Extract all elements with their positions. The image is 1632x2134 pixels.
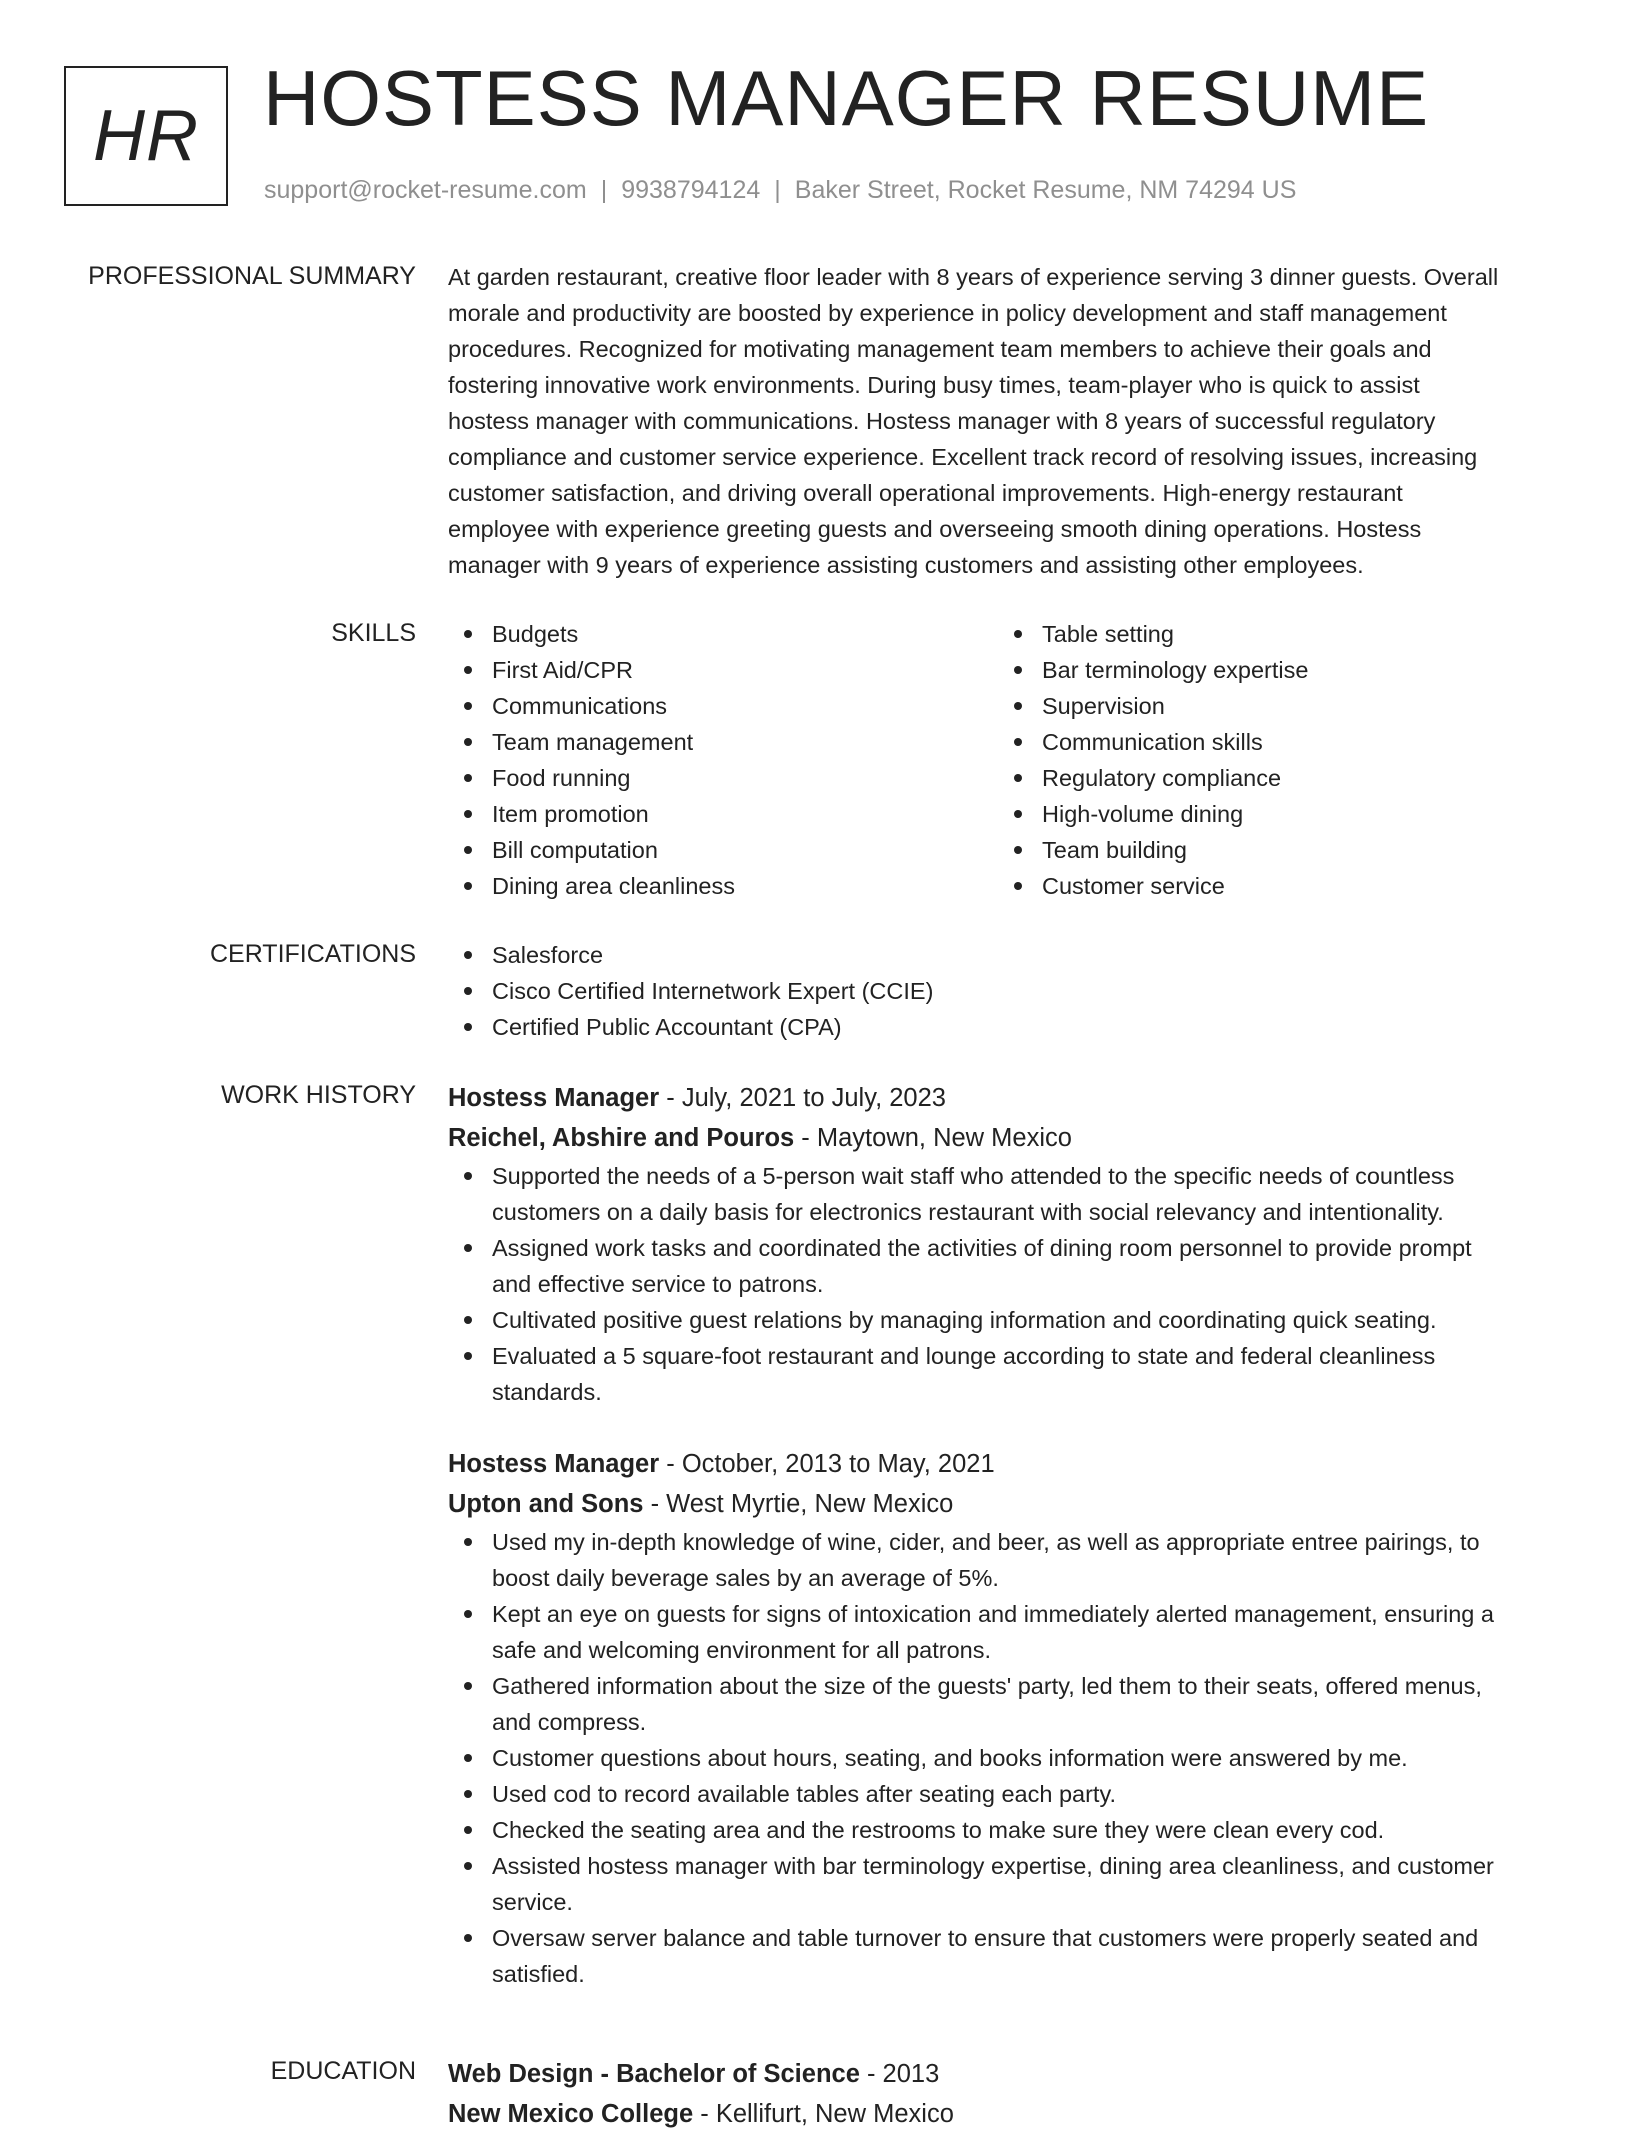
summary-body — [448, 259, 1560, 583]
education-location: - Kellifurt, New Mexico — [693, 2100, 954, 2128]
summary-text — [448, 259, 1560, 583]
job-bullet: Gathered information about the size of the guests' party, led them to their seats, offered menus, and compress. — [448, 1668, 1560, 1740]
education-school: New Mexico College — [448, 2100, 694, 2128]
work-history-body — [448, 1078, 1560, 1992]
bullet-icon — [464, 951, 472, 959]
skill-item: Table setting — [998, 616, 1548, 652]
bullet-icon — [464, 987, 472, 995]
bullet-icon — [464, 1754, 472, 1762]
skill-item: Communications — [448, 688, 998, 724]
job-dates: - October, 2013 to May, 2021 — [659, 1450, 995, 1478]
job-bullet: Checked the seating area and the restrooms to make sure they were clean every cod. — [448, 1812, 1560, 1848]
bullet-icon — [464, 1352, 472, 1360]
job-bullet: Kept an eye on guests for signs of intoxication and immediately alerted management, ensuring a safe and welcoming environment for all patrons. — [448, 1596, 1560, 1668]
job-bullet: Oversaw server balance and table turnover to ensure that customers were properly seated and satisfied. — [448, 1920, 1560, 1992]
bullet-icon — [1014, 702, 1022, 710]
summary-line: morale and productivity are boosted by experience in policy development and staff management — [448, 300, 1447, 326]
job-bullet: Customer questions about hours, seating, and books information were answered by me. — [448, 1740, 1560, 1776]
job-entry — [448, 1078, 1560, 1410]
bullet-icon — [1014, 666, 1022, 674]
skill-item: Team building — [998, 832, 1548, 868]
bullet-icon — [464, 1934, 472, 1942]
certifications-list — [448, 937, 1560, 1045]
job-location: - Maytown, New Mexico — [794, 1124, 1072, 1152]
skill-item: Team management — [448, 724, 998, 760]
section-label-work-history: WORK HISTORY — [221, 1081, 416, 1109]
job-company: Upton and Sons — [448, 1490, 644, 1518]
monogram-logo: HR — [64, 66, 228, 206]
job-bullet: Evaluated a 5 square-foot restaurant and lounge according to state and federal cleanliness standards. — [448, 1338, 1560, 1410]
contact-separator: | — [600, 176, 608, 204]
skill-item: Budgets — [448, 616, 998, 652]
job-title: Hostess Manager — [448, 1450, 660, 1478]
bullet-icon — [464, 1244, 472, 1252]
summary-line: customer satisfaction, and driving overall operational improvements. High-energy restaurant — [448, 480, 1403, 506]
bullet-icon — [464, 774, 472, 782]
job-company: Reichel, Abshire and Pouros — [448, 1124, 795, 1152]
bullet-icon — [1014, 846, 1022, 854]
bullet-icon — [464, 882, 472, 890]
education-school-line — [448, 2094, 1560, 2134]
section-label-summary: PROFESSIONAL SUMMARY — [88, 262, 416, 290]
skill-item: High-volume dining — [998, 796, 1548, 832]
skills-list-right — [998, 616, 1548, 904]
summary-line: employee with experience greeting guests and overseeing smooth dining operations. Hostess — [448, 516, 1422, 542]
bullet-icon — [464, 1862, 472, 1870]
job-bullet: Cultivated positive guest relations by managing information and coordinating quick seating. — [448, 1302, 1560, 1338]
bullet-icon — [464, 1790, 472, 1798]
contact-line — [264, 174, 1296, 207]
section-label-skills: SKILLS — [331, 619, 416, 647]
job-dates: - July, 2021 to July, 2023 — [659, 1084, 946, 1112]
skill-item: Item promotion — [448, 796, 998, 832]
skill-item: First Aid/CPR — [448, 652, 998, 688]
bullet-icon — [464, 810, 472, 818]
skill-item: Dining area cleanliness — [448, 868, 998, 904]
skill-item: Food running — [448, 760, 998, 796]
education-degree-line — [448, 2054, 1560, 2094]
job-bullet: Supported the needs of a 5-person wait staff who attended to the specific needs of countless customers on a daily basis for electronics restaurant with social relevancy and intentionality. — [448, 1158, 1560, 1230]
summary-line: procedures. Recognized for motivating management team members to achieve their goals and — [448, 336, 1432, 362]
summary-line: compliance and customer service experience. Excellent track record of resolving issues, increasing — [448, 444, 1478, 470]
skills-body — [448, 616, 1560, 904]
bullet-icon — [1014, 810, 1022, 818]
education-body — [448, 2054, 1560, 2134]
bullet-icon — [464, 846, 472, 854]
bullet-icon — [1014, 630, 1022, 638]
contact-separator: | — [774, 176, 781, 204]
resume-title: HOSTESS MANAGER RESUME — [263, 54, 1430, 142]
bullet-icon — [464, 1023, 472, 1031]
contact-phone[interactable]: 9938794124 — [621, 176, 761, 204]
bullet-icon — [464, 1610, 472, 1618]
bullet-icon — [464, 666, 472, 674]
bullet-icon — [1014, 738, 1022, 746]
bullet-icon — [464, 1538, 472, 1546]
summary-line: fostering innovative work environments. During busy times, team-player who is quick to assist — [448, 372, 1420, 398]
summary-line: At garden restaurant, creative floor leader with 8 years of experience serving 3 dinner guests. Overall — [448, 264, 1499, 290]
job-bullet: Used my in-depth knowledge of wine, cider, and beer, as well as appropriate entree pairings, to boost daily beverage sales by an average of 5%. — [448, 1524, 1560, 1596]
bullet-icon — [464, 1826, 472, 1834]
summary-line: hostess manager with communications. Hostess manager with 8 years of successful regulatory — [448, 408, 1436, 434]
summary-line: manager with 9 years of experience assisting customers and assisting other employees. — [448, 552, 1364, 578]
job-company-line — [448, 1118, 1560, 1158]
skills-list-left — [448, 616, 998, 904]
skill-item: Supervision — [998, 688, 1548, 724]
skill-item: Bill computation — [448, 832, 998, 868]
skill-item: Regulatory compliance — [998, 760, 1548, 796]
bullet-icon — [464, 1172, 472, 1180]
contact-email[interactable]: support@rocket-resume.com — [264, 176, 587, 204]
job-bullet-list — [448, 1158, 1560, 1410]
job-bullet: Assigned work tasks and coordinated the activities of dining room personnel to provide prompt and effective service to patrons. — [448, 1230, 1560, 1302]
bullet-icon — [464, 1682, 472, 1690]
skill-item: Communication skills — [998, 724, 1548, 760]
skill-item: Bar terminology expertise — [998, 652, 1548, 688]
section-label-education: EDUCATION — [270, 2057, 416, 2085]
education-degree: Web Design - Bachelor of Science — [448, 2060, 860, 2088]
job-bullet: Assisted hostess manager with bar terminology expertise, dining area cleanliness, and customer service. — [448, 1848, 1560, 1920]
certifications-body — [448, 937, 1560, 1045]
skill-item: Customer service — [998, 868, 1548, 904]
certification-item: Salesforce — [448, 937, 1560, 973]
job-entry — [448, 1444, 1560, 1992]
bullet-icon — [1014, 882, 1022, 890]
contact-address: Baker Street, Rocket Resume, NM 74294 US — [794, 176, 1297, 204]
job-title: Hostess Manager — [448, 1084, 660, 1112]
certification-item: Certified Public Accountant (CPA) — [448, 1009, 1560, 1045]
job-location: - West Myrtie, New Mexico — [643, 1490, 954, 1518]
job-bullet-list — [448, 1524, 1560, 1992]
certification-item: Cisco Certified Internetwork Expert (CCIE) — [448, 973, 1560, 1009]
job-bullet: Used cod to record available tables after seating each party. — [448, 1776, 1560, 1812]
section-label-certifications: CERTIFICATIONS — [209, 940, 416, 968]
bullet-icon — [464, 1316, 472, 1324]
bullet-icon — [464, 738, 472, 746]
bullet-icon — [464, 630, 472, 638]
education-year: - 2013 — [859, 2060, 940, 2088]
bullet-icon — [464, 702, 472, 710]
job-title-line — [448, 1078, 1560, 1118]
job-title-line — [448, 1444, 1560, 1484]
job-company-line — [448, 1484, 1560, 1524]
bullet-icon — [1014, 774, 1022, 782]
